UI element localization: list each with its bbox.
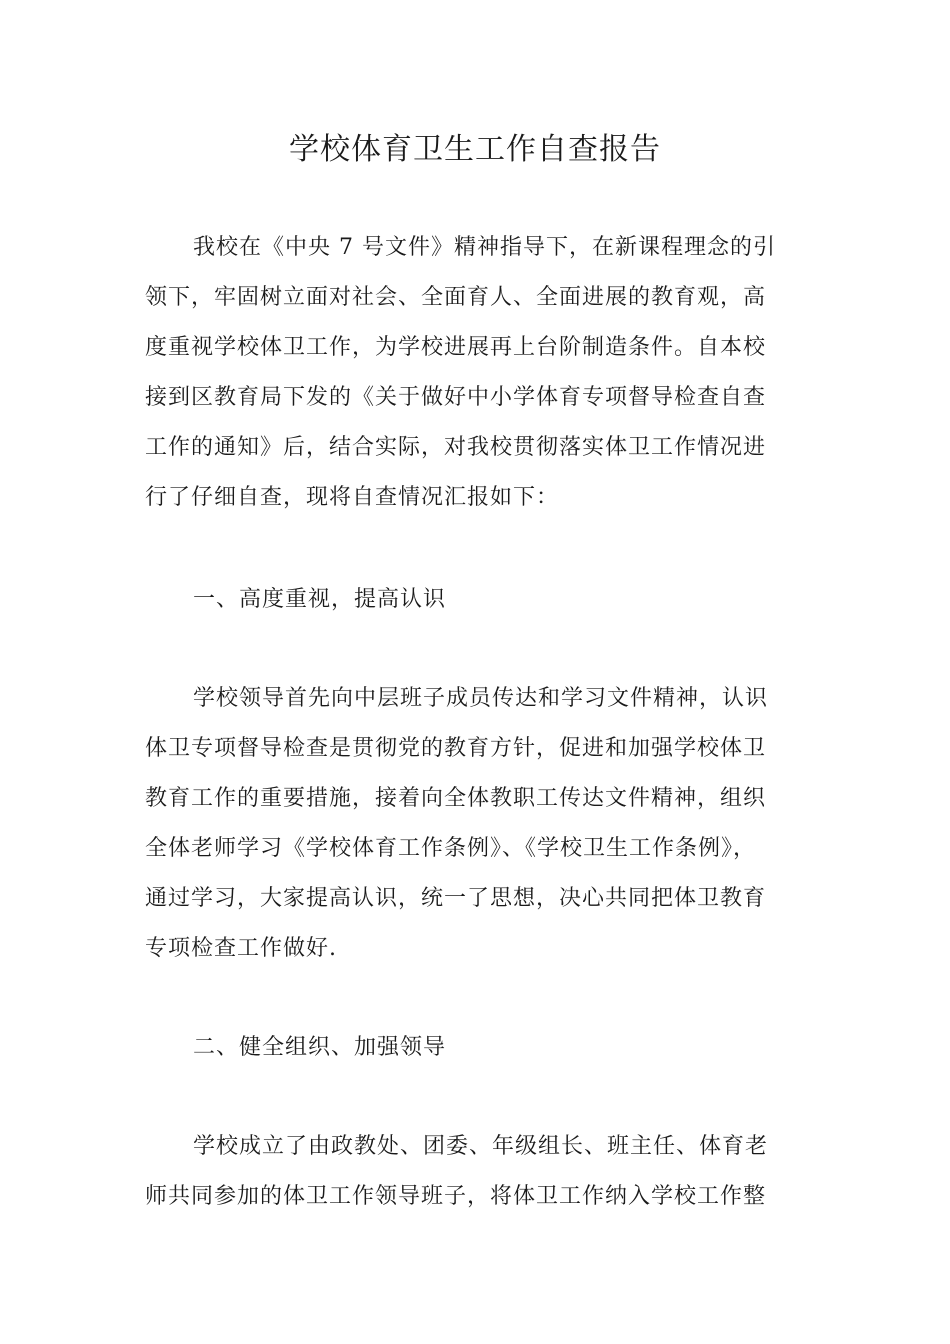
paragraph-line: 我校在《中央 7 号文件》精神指导下，在新课程理念的引 xyxy=(193,235,776,260)
paragraph-intro xyxy=(145,223,817,523)
paragraph-line: 领下，牢固树立面对社会、全面育人、全面进展的教育观，高 xyxy=(145,285,767,310)
paragraph-line: 通过学习，大家提高认识，统一了思想，决心共同把体卫教育 xyxy=(145,886,767,911)
section-heading-2: 二、健全组织、加强领导 xyxy=(193,1035,447,1060)
document-title: 学校体育卫生工作自查报告 xyxy=(289,132,661,167)
paragraph-section-2 xyxy=(145,1122,817,1222)
paragraph-line: 接到区教育局下发的《关于做好中小学体育专项督导检查自查 xyxy=(145,385,767,410)
paragraph-line: 行了仔细自查，现将自查情况汇报如下： xyxy=(145,485,560,510)
section-heading-1: 一、高度重视，提高认识 xyxy=(193,587,447,612)
paragraph-line: 专项检查工作做好. xyxy=(145,936,337,961)
paragraph-line: 全体老师学习《学校体育工作条例》、《学校卫生工作条例》， xyxy=(145,836,757,861)
paragraph-line: 学校领导首先向中层班子成员传达和学习文件精神，认识 xyxy=(193,686,769,711)
paragraph-section-1 xyxy=(145,674,817,974)
paragraph-line: 师共同参加的体卫工作领导班子，将体卫工作纳入学校工作整 xyxy=(145,1184,767,1209)
paragraph-line: 体卫专项督导检查是贯彻党的教育方针，促进和加强学校体卫 xyxy=(145,736,767,761)
paragraph-line: 教育工作的重要措施，接着向全体教职工传达文件精神，组织 xyxy=(145,786,767,811)
paragraph-line: 度重视学校体卫工作，为学校进展再上台阶制造条件。自本校 xyxy=(145,335,767,360)
paragraph-line: 工作的通知》后，结合实际，对我校贯彻落实体卫工作情况进 xyxy=(145,435,767,460)
paragraph-line: 学校成立了由政教处、团委、年级组长、班主任、体育老 xyxy=(193,1134,769,1159)
